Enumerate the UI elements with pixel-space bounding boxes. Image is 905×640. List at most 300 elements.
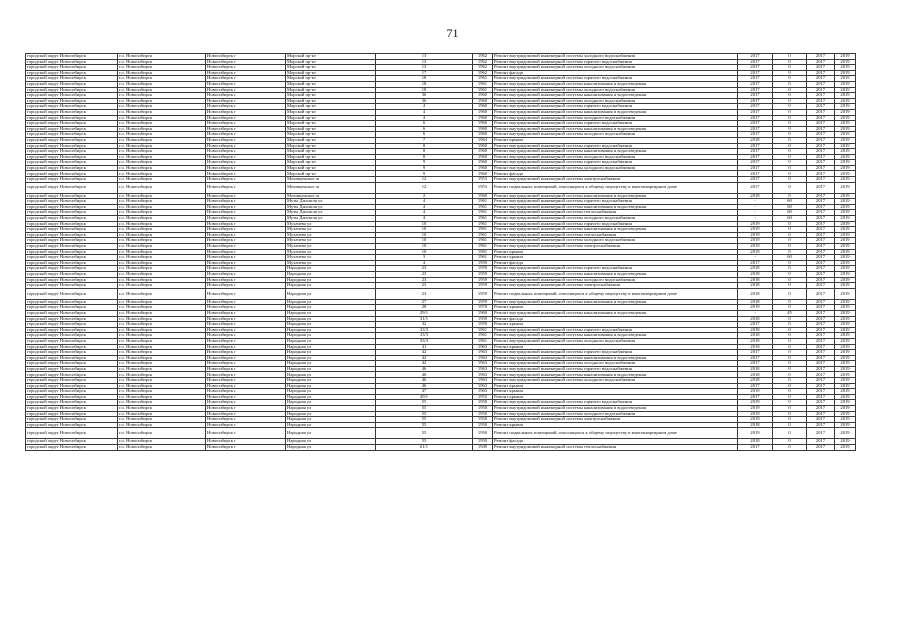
cell-period-start: 2017	[807, 417, 835, 423]
cell-district: г.о. Новосибирск	[118, 204, 206, 210]
cell-district: г.о. Новосибирск	[118, 361, 206, 367]
cell-period-end: 2019	[835, 338, 856, 344]
cell-house: 55	[376, 406, 473, 412]
cell-district: г.о. Новосибирск	[118, 333, 206, 339]
cell-work-type: Ремонт внутридомовой инженерной системы холодного водоснабжения	[493, 411, 738, 417]
cell-district: г.о. Новосибирск	[118, 87, 206, 93]
cell-cost: 0	[773, 406, 807, 412]
cell-period-start: 2017	[807, 165, 835, 171]
cell-year: 1962	[473, 59, 493, 65]
cell-cost: 45	[773, 310, 807, 316]
cell-street: Музы Джалиля ул	[286, 204, 376, 210]
cell-locality: Новосибирск г	[206, 350, 286, 356]
cell-street: Морской пр-кт	[286, 126, 376, 132]
cell-period-end: 2019	[835, 322, 856, 328]
cell-period-end: 2019	[835, 372, 856, 378]
cell-locality: Новосибирск г	[206, 199, 286, 205]
cell-period-end: 2019	[835, 193, 856, 199]
cell-street: Мочищенское ш	[286, 177, 376, 183]
cell-plan-year: 2017	[738, 143, 773, 149]
cell-cost: 0	[773, 121, 807, 127]
cell-period-end: 2019	[835, 160, 856, 166]
cell-period-start: 2017	[807, 260, 835, 266]
cell-municipality: городской округ Новосибирск	[26, 271, 118, 277]
cell-street: Народная ул	[286, 394, 376, 400]
cell-period-start: 2017	[807, 394, 835, 400]
cell-cost: 0	[773, 221, 807, 227]
cell-work-type: Ремонт внутридомовой инженерной системы холодного водоснабжения	[493, 98, 738, 104]
cell-year: 1960	[473, 171, 493, 177]
cell-municipality: городской округ Новосибирск	[26, 65, 118, 71]
cell-period-start: 2017	[807, 193, 835, 199]
cell-locality: Новосибирск г	[206, 244, 286, 250]
cell-cost: 0	[773, 350, 807, 356]
cell-district: г.о. Новосибирск	[118, 417, 206, 423]
cell-plan-year: 2019	[738, 305, 773, 311]
cell-year: 1950	[473, 428, 493, 439]
cell-period-start: 2017	[807, 277, 835, 283]
cell-house: 55	[376, 428, 473, 439]
cell-plan-year: 2017	[738, 54, 773, 60]
table-row	[26, 288, 856, 299]
cell-plan-year: 2017	[738, 322, 773, 328]
cell-period-start: 2017	[807, 154, 835, 160]
cell-year: 1961	[473, 338, 493, 344]
cell-period-end: 2019	[835, 76, 856, 82]
cell-locality: Новосибирск г	[206, 322, 286, 328]
cell-year: 1959	[473, 260, 493, 266]
cell-house: 55	[376, 411, 473, 417]
cell-municipality: городской округ Новосибирск	[26, 160, 118, 166]
cell-work-type: Ремонт внутридомовой инженерной системы теплоснабжения	[493, 210, 738, 216]
cell-district: г.о. Новосибирск	[118, 115, 206, 121]
cell-plan-year: 2017	[738, 160, 773, 166]
cell-street: Народная ул	[286, 361, 376, 367]
cell-period-end: 2019	[835, 255, 856, 261]
cell-work-type: Ремонт внутридомовой инженерной системы холодного водоснабжения	[493, 132, 738, 138]
cell-period-end: 2019	[835, 199, 856, 205]
cell-cost: 0	[773, 54, 807, 60]
cell-street: Морской пр-кт	[286, 54, 376, 60]
cell-work-type: Ремонт крыши	[493, 305, 738, 311]
cell-cost: 60	[773, 204, 807, 210]
cell-period-end: 2019	[835, 165, 856, 171]
cell-work-type: Ремонт внутридомовой инженерной системы горячего водоснабжения	[493, 366, 738, 372]
cell-period-end: 2019	[835, 221, 856, 227]
cell-period-end: 2019	[835, 70, 856, 76]
cell-district: г.о. Новосибирск	[118, 266, 206, 272]
cell-cost: 0	[773, 182, 807, 193]
cell-municipality: городской округ Новосибирск	[26, 70, 118, 76]
cell-locality: Новосибирск г	[206, 333, 286, 339]
cell-district: г.о. Новосибирск	[118, 232, 206, 238]
cell-locality: Новосибирск г	[206, 422, 286, 428]
cell-locality: Новосибирск г	[206, 383, 286, 389]
cell-plan-year: 2019	[738, 232, 773, 238]
cell-work-type: Ремонт крыши	[493, 394, 738, 400]
cell-plan-year: 2017	[738, 98, 773, 104]
cell-house: 46	[376, 372, 473, 378]
cell-period-start: 2017	[807, 227, 835, 233]
cell-house: 13	[376, 54, 473, 60]
cell-locality: Новосибирск г	[206, 288, 286, 299]
cell-municipality: городской округ Новосибирск	[26, 87, 118, 93]
cell-house: 23	[376, 288, 473, 299]
cell-cost: 0	[773, 244, 807, 250]
cell-year: 1963	[473, 361, 493, 367]
cell-street: Мочищенское ш	[286, 193, 376, 199]
cell-period-end: 2019	[835, 177, 856, 183]
cell-period-start: 2017	[807, 238, 835, 244]
cell-locality: Новосибирск г	[206, 417, 286, 423]
cell-municipality: городской округ Новосибирск	[26, 305, 118, 311]
cell-cost: 0	[773, 411, 807, 417]
cell-street: Народная ул	[286, 266, 376, 272]
cell-period-start: 2017	[807, 316, 835, 322]
cell-district: г.о. Новосибирск	[118, 238, 206, 244]
cell-cost: 0	[773, 93, 807, 99]
cell-period-end: 2019	[835, 54, 856, 60]
cell-street: Народная ул	[286, 378, 376, 384]
cell-street: Морской пр-кт	[286, 87, 376, 93]
cell-cost: 0	[773, 171, 807, 177]
cell-municipality: городской округ Новосибирск	[26, 361, 118, 367]
cell-cost: 0	[773, 59, 807, 65]
cell-work-type: Ремонт крыши	[493, 249, 738, 255]
cell-year: 1962	[473, 54, 493, 60]
cell-municipality: городской округ Новосибирск	[26, 299, 118, 305]
cell-district: г.о. Новосибирск	[118, 422, 206, 428]
cell-house: 6	[376, 121, 473, 127]
cell-locality: Новосибирск г	[206, 204, 286, 210]
cell-cost: 0	[773, 177, 807, 183]
cell-cost: 0	[773, 428, 807, 439]
cell-year: 1961	[473, 87, 493, 93]
cell-street: Музы Джалиля ул	[286, 210, 376, 216]
cell-street: Мухачева ул	[286, 255, 376, 261]
cell-locality: Новосибирск г	[206, 249, 286, 255]
cell-plan-year: 2017	[738, 87, 773, 93]
cell-cost: 0	[773, 132, 807, 138]
cell-municipality: городской округ Новосибирск	[26, 411, 118, 417]
cell-street: Народная ул	[286, 400, 376, 406]
cell-municipality: городской округ Новосибирск	[26, 428, 118, 439]
cell-period-end: 2019	[835, 355, 856, 361]
cell-cost: 0	[773, 87, 807, 93]
cell-plan-year: 2018	[738, 283, 773, 289]
cell-period-start: 2017	[807, 109, 835, 115]
cell-district: г.о. Новосибирск	[118, 149, 206, 155]
cell-house: 12	[376, 177, 473, 183]
cell-locality: Новосибирск г	[206, 177, 286, 183]
cell-year: 1960	[473, 104, 493, 110]
cell-period-start: 2017	[807, 327, 835, 333]
cell-house: 23	[376, 283, 473, 289]
cell-municipality: городской округ Новосибирск	[26, 149, 118, 155]
cell-street: Морской пр-кт	[286, 65, 376, 71]
cell-locality: Новосибирск г	[206, 98, 286, 104]
cell-locality: Новосибирск г	[206, 121, 286, 127]
cell-plan-year: 2017	[738, 121, 773, 127]
cell-period-end: 2019	[835, 104, 856, 110]
cell-period-start: 2017	[807, 288, 835, 299]
cell-street: Морской пр-кт	[286, 149, 376, 155]
cell-house: 55	[376, 400, 473, 406]
cell-district: г.о. Новосибирск	[118, 355, 206, 361]
cell-work-type: Ремонт подвальных помещений, относящихся к общему имуществу в многоквартирном доме	[493, 182, 738, 193]
cell-street: Морской пр-кт	[286, 143, 376, 149]
cell-period-end: 2019	[835, 126, 856, 132]
cell-period-end: 2019	[835, 249, 856, 255]
cell-year: 1963	[473, 389, 493, 395]
cell-period-end: 2019	[835, 149, 856, 155]
cell-plan-year: 2018	[738, 299, 773, 305]
cell-locality: Новосибирск г	[206, 260, 286, 266]
cell-plan-year: 2019	[738, 411, 773, 417]
cell-work-type: Ремонт внутридомовой инженерной системы канализования и водоотведения	[493, 204, 738, 210]
cell-period-start: 2017	[807, 350, 835, 356]
cell-locality: Новосибирск г	[206, 182, 286, 193]
cell-locality: Новосибирск г	[206, 271, 286, 277]
cell-period-start: 2017	[807, 322, 835, 328]
cell-municipality: городской округ Новосибирск	[26, 333, 118, 339]
cell-district: г.о. Новосибирск	[118, 288, 206, 299]
cell-period-start: 2017	[807, 87, 835, 93]
cell-house: 23	[376, 266, 473, 272]
cell-locality: Новосибирск г	[206, 305, 286, 311]
cell-municipality: городской округ Новосибирск	[26, 394, 118, 400]
cell-plan-year: 2017	[738, 104, 773, 110]
cell-house: 18	[376, 76, 473, 82]
cell-locality: Новосибирск г	[206, 87, 286, 93]
cell-plan-year: 2017	[738, 361, 773, 367]
cell-plan-year: 2017	[738, 350, 773, 356]
cell-plan-year: 2018	[738, 338, 773, 344]
cell-district: г.о. Новосибирск	[118, 372, 206, 378]
cell-year: 1959	[473, 316, 493, 322]
cell-locality: Новосибирск г	[206, 411, 286, 417]
cell-cost: 0	[773, 109, 807, 115]
cell-work-type: Ремонт внутридомовой инженерной системы канализования и водоотведения	[493, 310, 738, 316]
cell-year: 1960	[473, 93, 493, 99]
cell-street: Морской пр-кт	[286, 98, 376, 104]
cell-period-start: 2017	[807, 93, 835, 99]
cell-year: 1964	[473, 137, 493, 143]
cell-year: 1959	[473, 322, 493, 328]
cell-street: Народная ул	[286, 406, 376, 412]
cell-period-end: 2019	[835, 216, 856, 222]
cell-plan-year: 2018	[738, 137, 773, 143]
cell-locality: Новосибирск г	[206, 227, 286, 233]
cell-work-type: Ремонт внутридомовой инженерной системы холодного водоснабжения	[493, 338, 738, 344]
cell-municipality: городской округ Новосибирск	[26, 216, 118, 222]
cell-period-end: 2019	[835, 266, 856, 272]
page-number: 71	[446, 26, 459, 40]
cell-plan-year: 2019	[738, 389, 773, 395]
cell-municipality: городской округ Новосибирск	[26, 249, 118, 255]
cell-plan-year: 2018	[738, 288, 773, 299]
cell-work-type: Ремонт внутридомовой инженерной системы канализования и водоотведения	[493, 149, 738, 155]
cell-work-type: Ремонт фасада	[493, 70, 738, 76]
cell-period-start: 2017	[807, 81, 835, 87]
cell-period-start: 2017	[807, 210, 835, 216]
cell-cost: 0	[773, 249, 807, 255]
cell-house: 27	[376, 299, 473, 305]
cell-municipality: городской округ Новосибирск	[26, 400, 118, 406]
cell-period-end: 2019	[835, 333, 856, 339]
cell-work-type: Ремонт внутридомовой инженерной системы холодного водоснабжения	[493, 115, 738, 121]
cell-locality: Новосибирск г	[206, 445, 286, 451]
cell-house: 9	[376, 165, 473, 171]
cell-work-type: Ремонт крыши	[493, 255, 738, 261]
cell-municipality: городской округ Новосибирск	[26, 132, 118, 138]
cell-plan-year: 2017	[738, 445, 773, 451]
cell-district: г.о. Новосибирск	[118, 165, 206, 171]
cell-work-type: Ремонт крыши	[493, 422, 738, 428]
cell-year: 1960	[473, 109, 493, 115]
cell-locality: Новосибирск г	[206, 394, 286, 400]
cell-district: г.о. Новосибирск	[118, 283, 206, 289]
cell-period-end: 2019	[835, 182, 856, 193]
cell-street: Народная ул	[286, 372, 376, 378]
cell-street: Мухачева ул	[286, 260, 376, 266]
cell-work-type: Ремонт фасада	[493, 316, 738, 322]
cell-house: 33/3	[376, 327, 473, 333]
cell-municipality: городской округ Новосибирск	[26, 255, 118, 261]
cell-municipality: городской округ Новосибирск	[26, 344, 118, 350]
cell-period-end: 2019	[835, 232, 856, 238]
cell-year: 1961	[473, 227, 493, 233]
cell-locality: Новосибирск г	[206, 266, 286, 272]
cell-street: Народная ул	[286, 327, 376, 333]
cell-municipality: городской округ Новосибирск	[26, 81, 118, 87]
cell-work-type: Ремонт внутридомовой инженерной системы электроснабжения	[493, 177, 738, 183]
cell-house: 42	[376, 350, 473, 356]
cell-period-start: 2017	[807, 132, 835, 138]
cell-plan-year: 2019	[738, 227, 773, 233]
cell-work-type: Ремонт внутридомовой инженерной системы холодного водоснабжения	[493, 54, 738, 60]
cell-period-start: 2017	[807, 422, 835, 428]
cell-work-type: Ремонт внутридомовой инженерной системы холодного водоснабжения	[493, 216, 738, 222]
cell-cost: 0	[773, 366, 807, 372]
cell-year: 1961	[473, 221, 493, 227]
cell-plan-year: 2018	[738, 316, 773, 322]
cell-work-type: Ремонт внутридомовой инженерной системы горячего водоснабжения	[493, 104, 738, 110]
cell-locality: Новосибирск г	[206, 255, 286, 261]
cell-municipality: городской округ Новосибирск	[26, 115, 118, 121]
cell-district: г.о. Новосибирск	[118, 260, 206, 266]
cell-period-end: 2019	[835, 383, 856, 389]
cell-period-start: 2017	[807, 54, 835, 60]
cell-period-end: 2019	[835, 81, 856, 87]
cell-municipality: городской округ Новосибирск	[26, 422, 118, 428]
cell-house: 4	[376, 210, 473, 216]
cell-period-start: 2017	[807, 70, 835, 76]
cell-year: 1960	[473, 143, 493, 149]
cell-cost: 0	[773, 70, 807, 76]
cell-year: 1960	[473, 132, 493, 138]
cell-cost: 0	[773, 338, 807, 344]
cell-municipality: городской округ Новосибирск	[26, 76, 118, 82]
cell-period-end: 2019	[835, 260, 856, 266]
cell-period-end: 2019	[835, 59, 856, 65]
cell-cost: 0	[773, 288, 807, 299]
cell-locality: Новосибирск г	[206, 316, 286, 322]
cell-period-end: 2019	[835, 121, 856, 127]
cell-street: Народная ул	[286, 338, 376, 344]
cell-period-start: 2017	[807, 143, 835, 149]
cell-locality: Новосибирск г	[206, 428, 286, 439]
table-row	[26, 182, 856, 193]
cell-locality: Новосибирск г	[206, 406, 286, 412]
cell-locality: Новосибирск г	[206, 216, 286, 222]
cell-cost: 0	[773, 260, 807, 266]
cell-period-start: 2017	[807, 204, 835, 210]
cell-year: 1960	[473, 165, 493, 171]
cell-cost: 0	[773, 160, 807, 166]
cell-locality: Новосибирск г	[206, 171, 286, 177]
cell-period-end: 2019	[835, 204, 856, 210]
cell-year: 1950	[473, 406, 493, 412]
cell-year: 1959	[473, 266, 493, 272]
cell-house: 13	[376, 65, 473, 71]
cell-period-end: 2019	[835, 132, 856, 138]
cell-period-start: 2017	[807, 299, 835, 305]
cell-locality: Новосибирск г	[206, 338, 286, 344]
cell-work-type: Ремонт крыши	[493, 137, 738, 143]
cell-locality: Новосибирск г	[206, 221, 286, 227]
cell-district: г.о. Новосибирск	[118, 344, 206, 350]
cell-period-end: 2019	[835, 428, 856, 439]
cell-period-start: 2017	[807, 355, 835, 361]
cell-district: г.о. Новосибирск	[118, 132, 206, 138]
cell-house: 18	[376, 87, 473, 93]
cell-period-start: 2017	[807, 338, 835, 344]
cell-cost: 0	[773, 389, 807, 395]
cell-plan-year: 2017	[738, 260, 773, 266]
cell-house: 10	[376, 249, 473, 255]
cell-district: г.о. Новосибирск	[118, 316, 206, 322]
cell-cost: 0	[773, 65, 807, 71]
cell-municipality: городской округ Новосибирск	[26, 417, 118, 423]
cell-plan-year: 2019	[738, 244, 773, 250]
cell-street: Народная ул	[286, 445, 376, 451]
cell-cost: 0	[773, 417, 807, 423]
cell-work-type: Ремонт крыши	[493, 389, 738, 395]
cell-cost: 0	[773, 193, 807, 199]
cell-year: 1961	[473, 199, 493, 205]
cell-period-end: 2019	[835, 238, 856, 244]
cell-cost: 0	[773, 126, 807, 132]
cell-period-end: 2019	[835, 299, 856, 305]
cell-year: 1959	[473, 283, 493, 289]
cell-district: г.о. Новосибирск	[118, 221, 206, 227]
cell-year: 1960	[473, 121, 493, 127]
cell-period-start: 2017	[807, 383, 835, 389]
cell-plan-year: 2017	[738, 76, 773, 82]
cell-period-end: 2019	[835, 93, 856, 99]
cell-cost: 0	[773, 154, 807, 160]
cell-locality: Новосибирск г	[206, 283, 286, 289]
cell-cost: 60	[773, 199, 807, 205]
cell-year: 1959	[473, 299, 493, 305]
cell-district: г.о. Новосибирск	[118, 394, 206, 400]
cell-period-end: 2019	[835, 277, 856, 283]
cell-plan-year: 2017	[738, 115, 773, 121]
cell-street: Морской пр-кт	[286, 132, 376, 138]
cell-locality: Новосибирск г	[206, 109, 286, 115]
cell-street: Морской пр-кт	[286, 104, 376, 110]
